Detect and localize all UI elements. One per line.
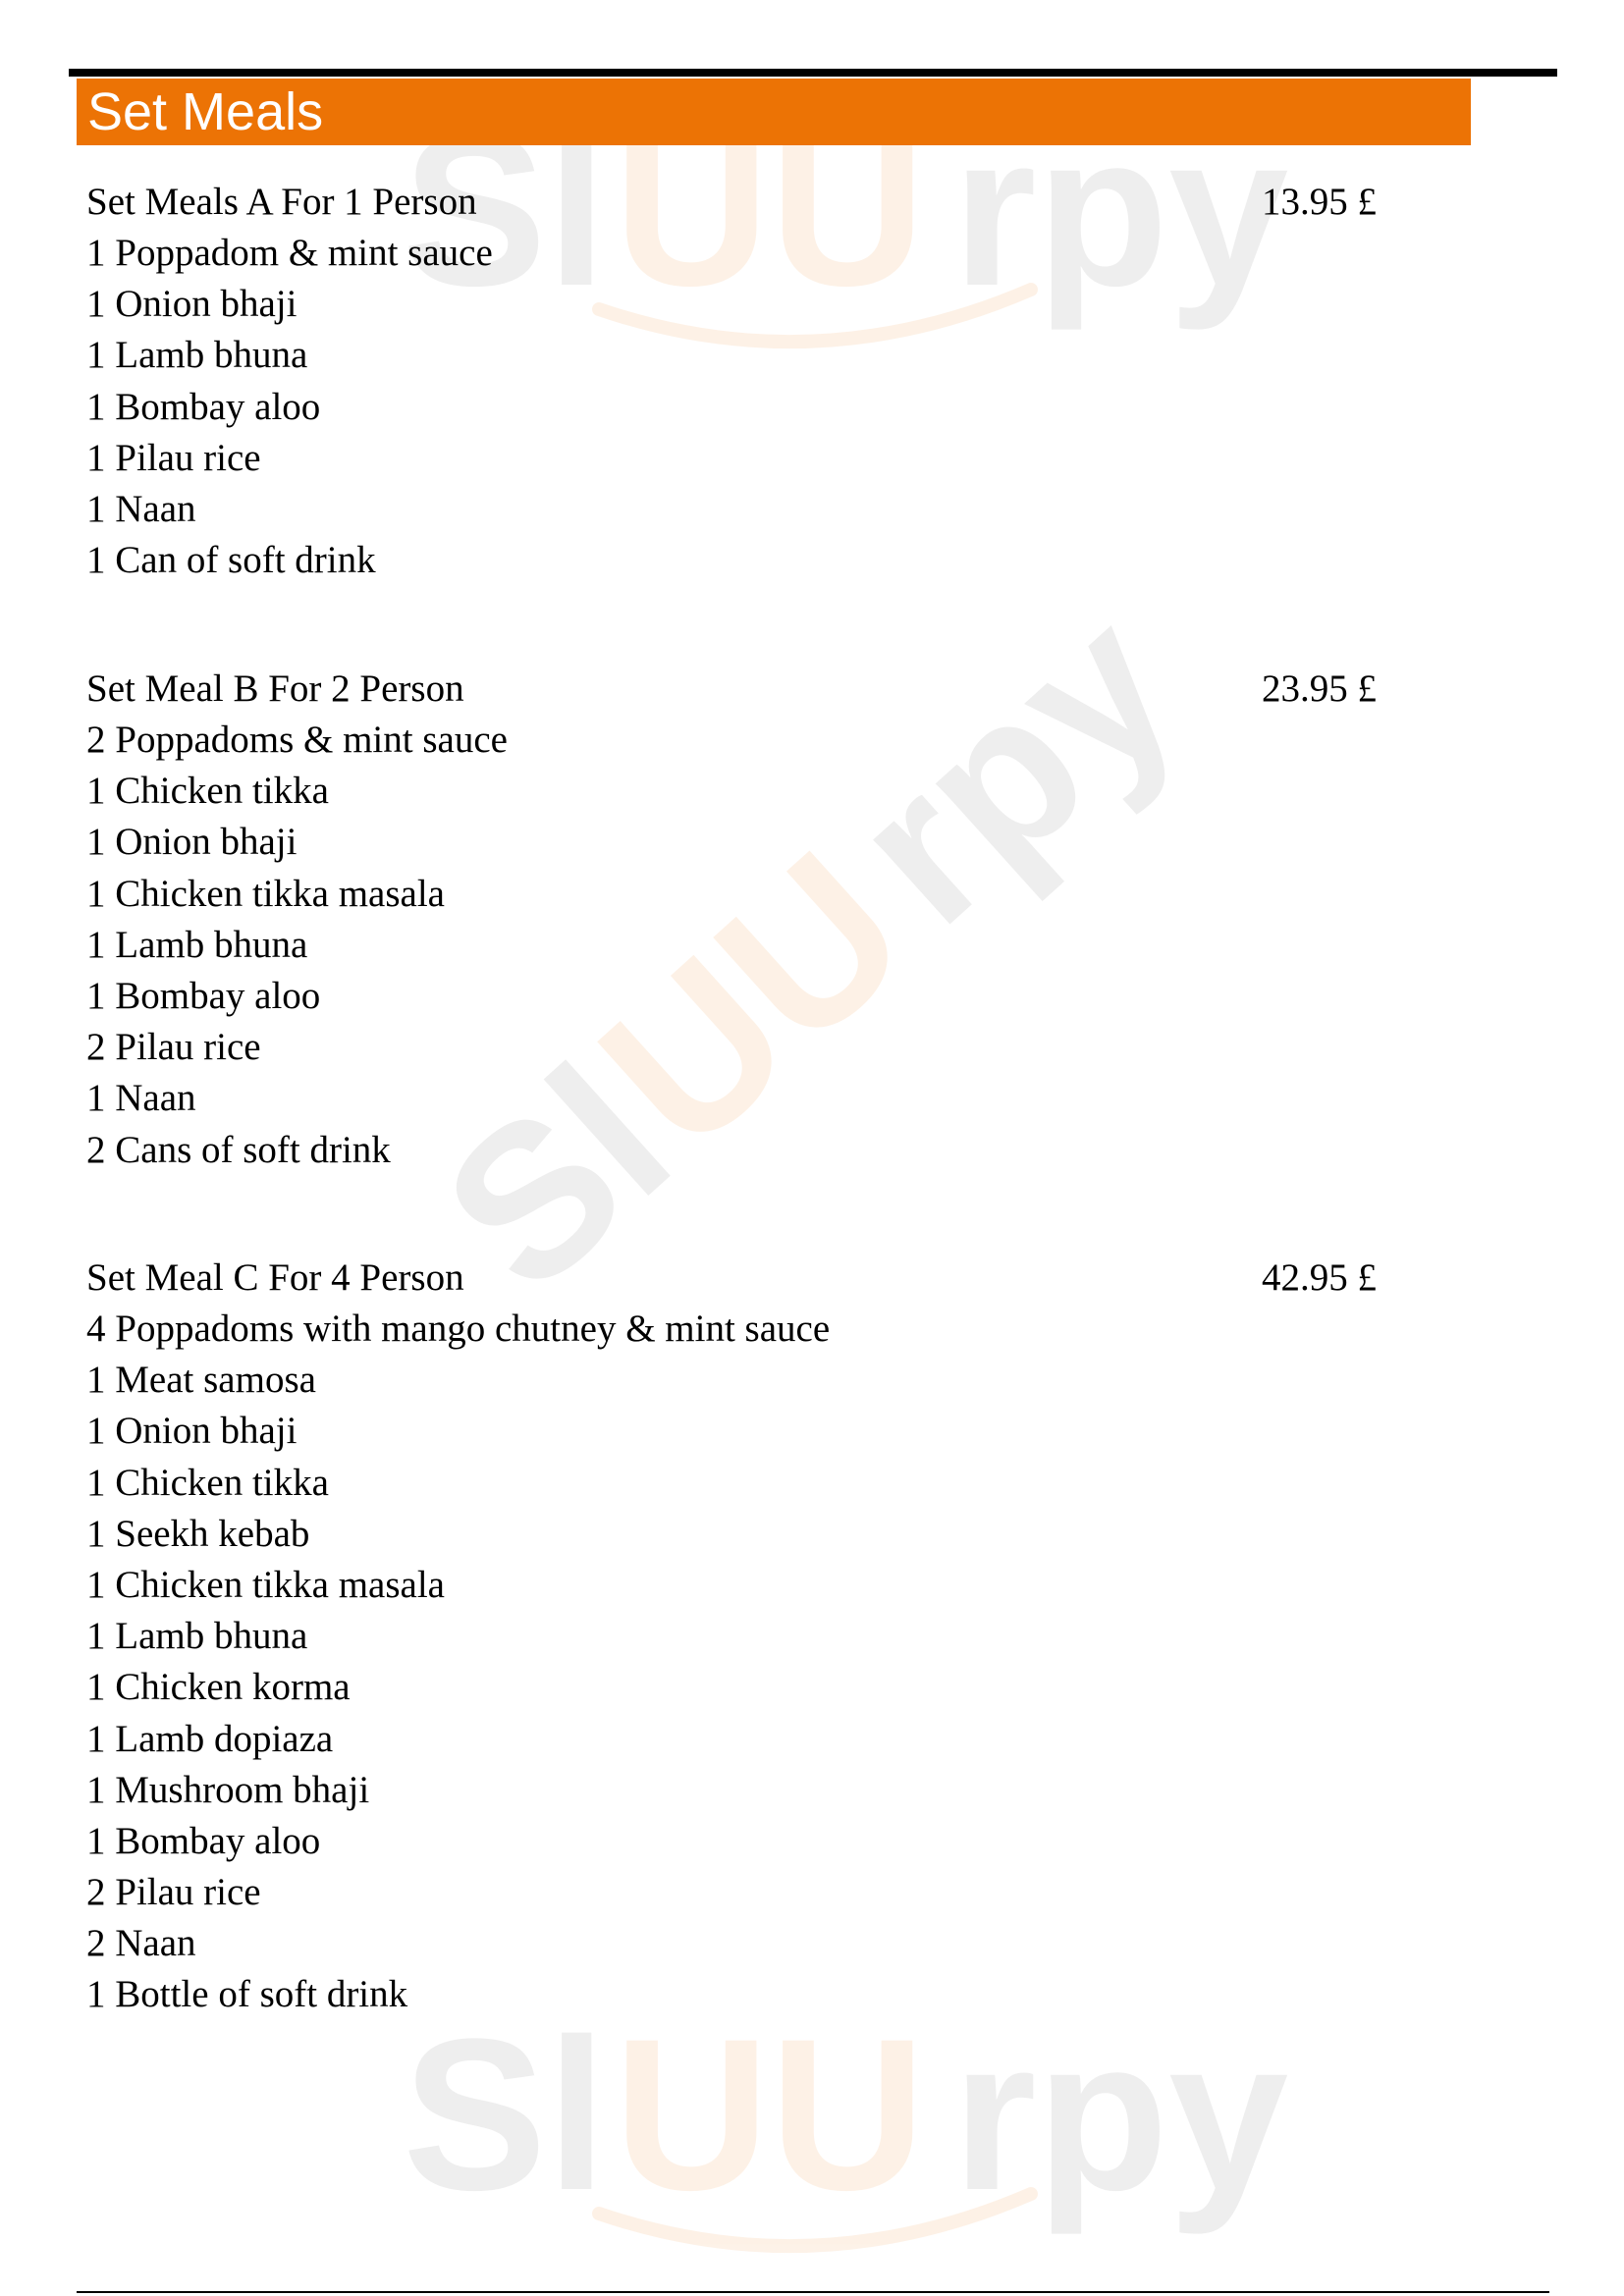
meal-item: 1 Seekh kebab bbox=[86, 1512, 310, 1555]
meal-item: 1 Onion bhaji bbox=[86, 1410, 298, 1453]
meal-item: 1 Can of soft drink bbox=[86, 539, 376, 582]
meal-item: 1 Chicken tikka bbox=[86, 770, 329, 813]
meal-item: 1 Pilau rice bbox=[86, 436, 261, 479]
section-title: Set Meals bbox=[87, 82, 324, 141]
svg-text:UU: UU bbox=[614, 89, 926, 331]
meal-item: 1 Chicken tikka masala bbox=[86, 872, 445, 915]
meal-item: 1 Naan bbox=[86, 487, 196, 530]
meal-price: 23.95 £ bbox=[1262, 667, 1377, 710]
top-rule bbox=[69, 69, 1557, 77]
meal-item: 1 Lamb dopiaza bbox=[86, 1717, 334, 1760]
meal-header bbox=[86, 177, 1392, 228]
meal-items bbox=[86, 715, 1392, 1176]
meal-item: 1 Meat samosa bbox=[86, 1359, 316, 1402]
meal-item: 1 Chicken tikka masala bbox=[86, 1563, 445, 1606]
svg-text:rpy: rpy bbox=[807, 563, 1219, 969]
meal-item: 2 Pilau rice bbox=[86, 1871, 261, 1914]
meal-header bbox=[86, 1253, 1392, 1304]
meal-item: 1 Naan bbox=[86, 1077, 196, 1120]
meal-item: 1 Lamb bhuna bbox=[86, 1615, 308, 1658]
meal-item: 1 Bombay aloo bbox=[86, 1819, 321, 1862]
meal-item: 1 Mushroom bhaji bbox=[86, 1768, 370, 1811]
meal-item: 1 Onion bhaji bbox=[86, 821, 298, 864]
meal-item: 2 Poppadoms & mint sauce bbox=[86, 719, 508, 761]
meal-item: 1 Poppadom & mint sauce bbox=[86, 232, 493, 274]
meal-item: 2 Pilau rice bbox=[86, 1026, 261, 1069]
meal-item: 1 Chicken tikka bbox=[86, 1461, 329, 1504]
meal-items bbox=[86, 228, 1392, 586]
svg-text:UU: UU bbox=[614, 1994, 926, 2235]
meal-price: 13.95 £ bbox=[1262, 181, 1377, 223]
section-banner bbox=[77, 79, 1471, 145]
meal-item: 1 Bombay aloo bbox=[86, 974, 321, 1017]
set-meal-b bbox=[86, 664, 1392, 1176]
meal-name: Set Meal B For 2 Person bbox=[86, 667, 464, 710]
meal-item: 2 Cans of soft drink bbox=[86, 1128, 391, 1171]
svg-text:rpy: rpy bbox=[952, 1994, 1289, 2235]
meal-name: Set Meals A For 1 Person bbox=[86, 181, 477, 223]
meal-items bbox=[86, 1304, 1392, 2021]
meal-name: Set Meal C For 4 Person bbox=[86, 1256, 464, 1299]
meal-item: 1 Onion bhaji bbox=[86, 283, 298, 326]
meal-item: 1 Bombay aloo bbox=[86, 385, 321, 428]
svg-text:Sl: Sl bbox=[403, 1994, 607, 2235]
meal-price: 42.95 £ bbox=[1262, 1256, 1377, 1299]
svg-text:UU: UU bbox=[556, 807, 950, 1196]
svg-text:Sl: Sl bbox=[399, 1020, 713, 1337]
set-meal-c bbox=[86, 1253, 1392, 2021]
meal-header bbox=[86, 664, 1392, 715]
meal-item: 2 Naan bbox=[86, 1922, 196, 1965]
meal-item: 1 Lamb bhuna bbox=[86, 923, 308, 966]
bottom-rule bbox=[77, 2291, 1549, 2293]
meal-item: 4 Poppadoms with mango chutney & mint sauce bbox=[86, 1308, 831, 1350]
set-meal-a bbox=[86, 177, 1392, 586]
meal-item: 1 Lamb bhuna bbox=[86, 334, 308, 377]
meal-item: 1 Chicken korma bbox=[86, 1666, 351, 1709]
svg-text:rpy: rpy bbox=[952, 89, 1289, 331]
meal-item: 1 Bottle of soft drink bbox=[86, 1973, 408, 2016]
svg-text:Sl: Sl bbox=[403, 89, 607, 331]
